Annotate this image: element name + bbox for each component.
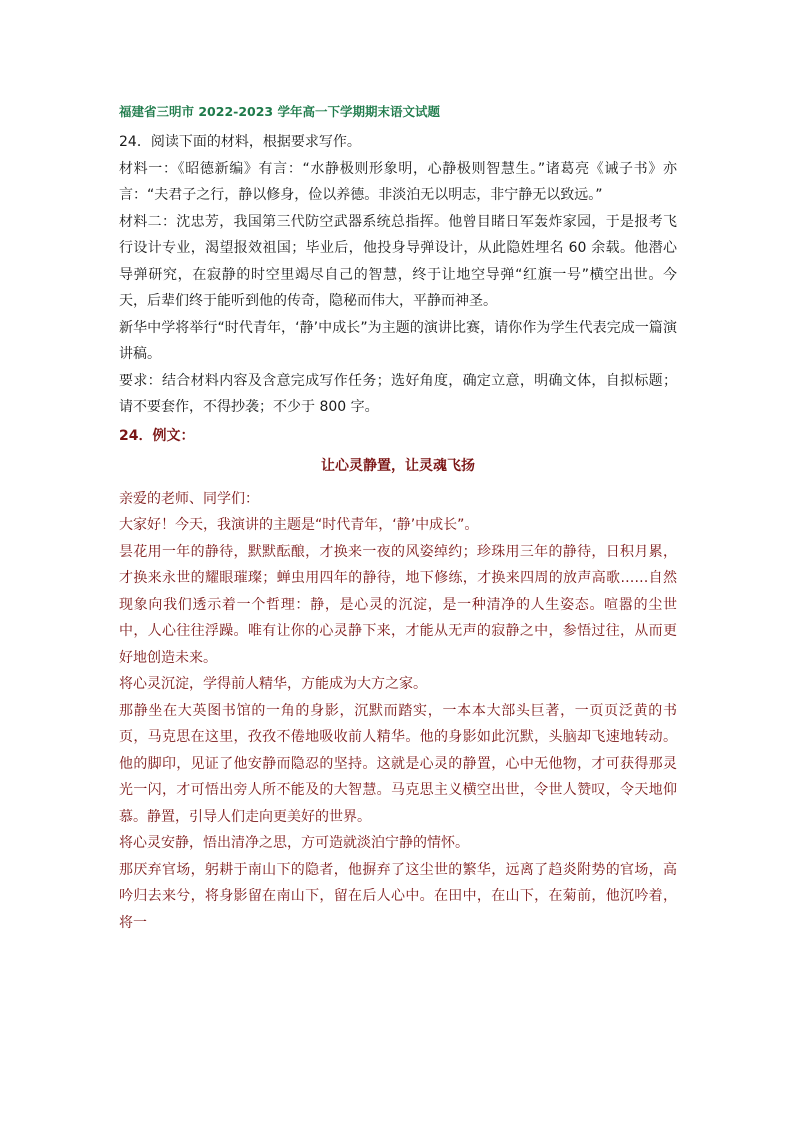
- writing-requirements: 要求：结合材料内容及含意完成写作任务；选好角度，确定立意，明确文体，自拟标题；请不要套作，不得抄袭；不少于 800 字。: [119, 372, 677, 415]
- essay-title: 让心灵静置，让灵魂飞扬: [321, 458, 475, 474]
- essay-greeting: 大家好！今天，我演讲的主题是“时代青年，‘静’中成长”。: [119, 517, 479, 533]
- material-two: 材料二：沈忠芳，我国第三代防空武器系统总指挥。他曾目睹日军轰炸家园，于是报考飞行设计专业，渴望报效祖国；毕业后，他投身导弹设计，从此隐姓埋名 60 余载。他潜心导弹研究，在寂静的时空里竭尽自己的智慧，终于让地空导弹“红旗一号”横空出世。今天，后辈们终于能听到他的传奇，隐秘而伟大，平静而神圣。: [119, 213, 677, 309]
- essay-paragraph: 将心灵安静，悟出清净之思，方可造就淡泊宁静的情怀。: [119, 835, 469, 851]
- writing-task: 新华中学将举行“时代青年，‘静’中成长”为主题的演讲比赛，请你作为学生代表完成一篇演讲稿。: [119, 319, 677, 362]
- answer-label: 24．例文：: [119, 427, 195, 444]
- essay-paragraph: 那厌弃官场，躬耕于南山下的隐者，他摒弃了这尘世的繁华，远离了趋炎附势的官场，高吟归去来兮，将身影留在南山下，留在后人心中。在田中，在山下，在菊前，他沉吟着，将一: [119, 861, 677, 931]
- essay-salutation: 亲爱的老师、同学们：: [119, 490, 259, 507]
- essay-paragraph: 昙花用一年的静待，默默酝酿，才换来一夜的风姿绰约；珍珠用三年的静待，日积月累，才换来永世的耀眼璀璨；蝉虫用四年的静待，地下修练，才换来四周的放声高歌……自然现象向我们透示着一个哲理：静，是心灵的沉淀，是一种清净的人生姿态。喧嚣的尘世中，人心往往浮躁。唯有让你的心灵静下来，才能从无声的寂静之中，参悟过往，从而更好地创造未来。: [119, 543, 677, 666]
- material-one: 材料一：《昭德新编》有言：“水静极则形象明，心静极则智慧生。”诸葛亮《诫子书》亦言：“夫君子之行，静以修身，俭以养德。非淡泊无以明志，非宁静无以致远。”: [119, 160, 677, 203]
- document-content: [119, 99, 677, 936]
- source-title: 福建省三明市 2022-2023 学年高一下学期期末语文试题: [119, 104, 440, 119]
- question-prompt: 24．阅读下面的材料，根据要求写作。: [119, 134, 361, 150]
- essay-paragraph: 那静坐在大英图书馆的一角的身影，沉默而踏实，一本本大部头巨著，一页页泛黄的书页，马克思在这里，孜孜不倦地吸收前人精华。他的身影如此沉默，头脑却飞速地转动。他的脚印，见证了他安静而隐忍的坚持。这就是心灵的静置，心中无他物，才可获得那灵光一闪，才可悟出旁人所不能及的大智慧。马克思主义横空出世，令世人赞叹，令天地仰慕。静置，引导人们走向更美好的世界。: [119, 702, 677, 825]
- essay-paragraph: 将心灵沉淀，学得前人精华，方能成为大方之家。: [119, 676, 427, 692]
